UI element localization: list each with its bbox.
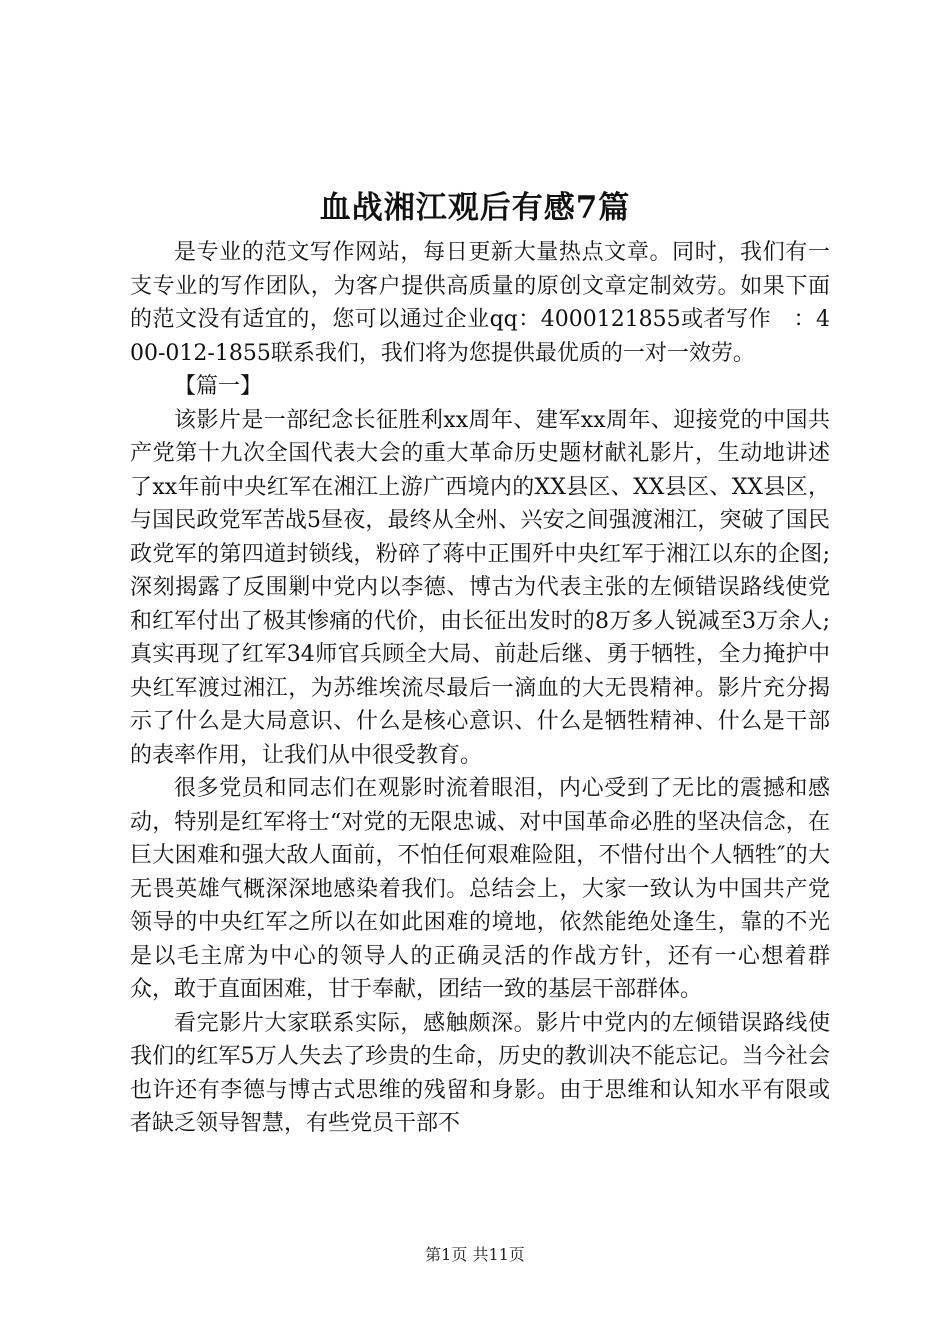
body-paragraph: 该影片是一部纪念长征胜利xx周年、建军xx周年、迎接党的中国共产党第十九次全国代表大会的重大革命历史题材献礼影片，生动地讲述了xx年前中央红军在湘江上游广西境内的XX县区、XX县区、XX县区，与国民政党军苦战5昼夜，最终从全州、兴安之间强渡湘江，突破了国民政党军的第四道封锁线，粉碎了蒋中正围歼中央红军于湘江以东的企图;深刻揭露了反围剿中党内以李德、博古为代表主张的左倾错误路线使党和红军付出了极其惨痛的代价，由长征出发时的8万多人锐减至3万余人;真实再现了红军34师官兵顾全大局、前赴后继、勇于牺牲，全力掩护中央红军渡过湘江，为苏维埃流尽最后一滴血的大无畏精神。影片充分揭示了什么是大局意识、什么是核心意识、什么是牺牲精神、什么是干部的表率作用，让我们从中很受教育。 [130,407,830,768]
document-body [130,236,830,1141]
body-paragraph: 很多党员和同志们在观影时流着眼泪，内心受到了无比的震撼和感动，特别是红军将士“对党的无限忠诚、对中国革命必胜的坚决信念，在巨大困难和强大敌人面前，不怕任何艰难险阻，不惜付出个人牺牲″的大无畏英雄气概深深地感染着我们。总结会上，大家一致认为中国共产党领导的中央红军之所以在如此困难的境地，依然能绝处逢生，靠的不光是以毛主席为中心的领导人的正确灵活的作战方针，还有一心想着群众，敢于直面困难，甘于奉献，团结一致的基层干部群体。 [130,776,830,1002]
page-footer: 第1页 共11页 [425,1245,525,1264]
section-heading: 【篇一】 [174,374,263,399]
document-title: 血战湘江观后有感7篇 [319,190,631,226]
intro-paragraph: 是专业的范文写作网站，每日更新大量热点文章。同时，我们有一支专业的写作团队，为客户提供高质量的原创文章定制效劳。如果下面的范文没有适宜的，您可以通过企业qq：4000121855或者写作 ：400-012-1855联系我们，我们将为您提供最优质的一对一效劳。 [130,240,830,366]
body-paragraph: 看完影片大家联系实际，感触颇深。影片中党内的左倾错误路线使我们的红军5万人失去了珍贵的生命，历史的教训决不能忘记。当今社会也许还有李德与博古式思维的残留和身影。由于思维和认知水平有限或者缺乏领导智慧，有些党员干部不 [130,1010,830,1136]
